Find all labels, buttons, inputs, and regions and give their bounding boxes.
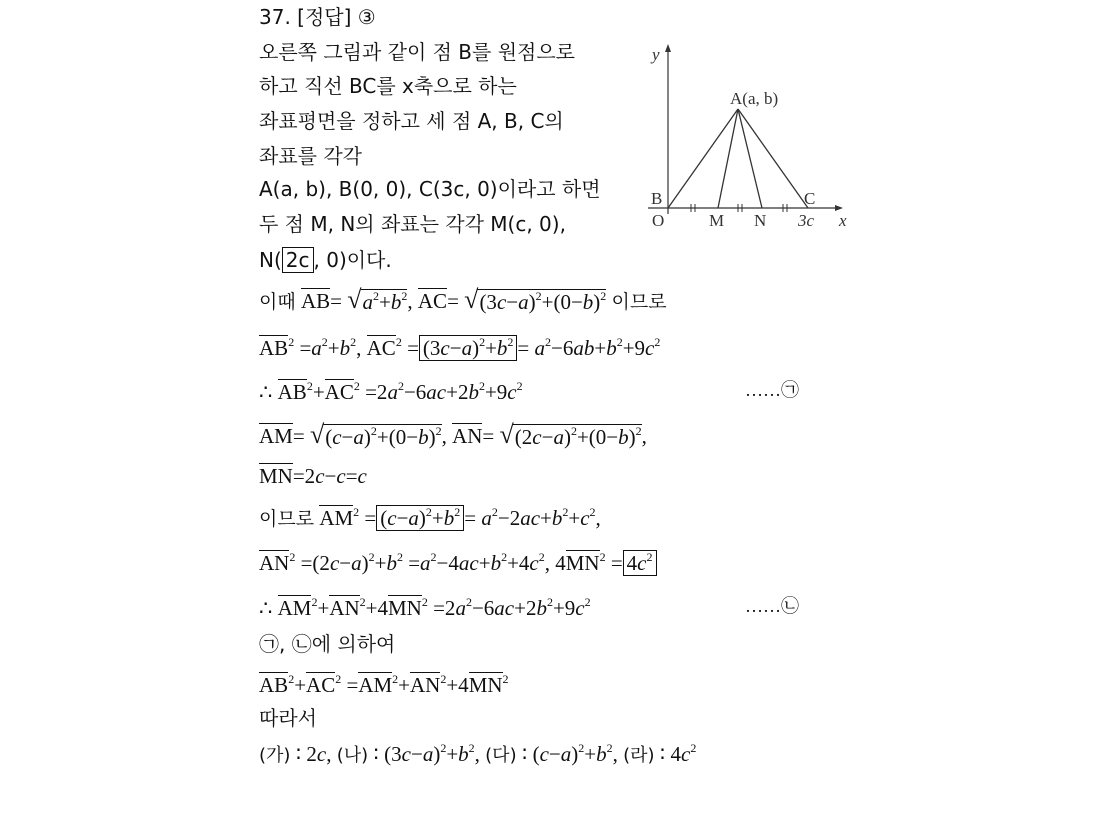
formula-line-8: ∴ $AM^2+AN^2+4MN^2 =2a^2-6ac+2b^2+9c^2$: [259, 595, 591, 620]
blank-da-box: $(c-a)^2+b^2$: [376, 505, 464, 531]
formula-line-2: $AB^2 =a^2+b^2$, $AC^2 = (3c-a)^2+b^2 = a^2-6ab+b^2+9c^2$: [259, 335, 661, 360]
formula-line-1: 이때 AB= √ $a^2+b^2$ , AC= √ $(3c-a)^2+(0-b)^2$ 이므로: [259, 285, 667, 314]
formula-line-5: MN=2c−c=c: [259, 464, 367, 488]
blank-na-box: $(3c-a)^2+b^2$: [419, 335, 518, 361]
formula-line-6: 이므로 $AM^2 = (c-a)^2+b^2 = a^2-2ac+b^2+c^2$,: [259, 505, 601, 530]
point-n-label: N: [754, 211, 767, 230]
formula-line-3: ∴ $AB^2+AC^2 =2a^2-6ac+2b^2+9c^2$: [259, 379, 523, 404]
answer-label: [정답]: [297, 5, 352, 29]
coords-line: A(a, b), B(0, 0), C(3c, 0)이라고 하면: [259, 177, 601, 201]
formula-line-7: $AN^2 =(2c-a)^2+b^2 =a^2-4ac+b^2+4c^2$, $4MN^2 = 4c^2$: [259, 550, 657, 576]
x-label: x: [839, 211, 847, 230]
problem-number: 37.: [259, 5, 291, 29]
y-label: y: [652, 45, 660, 64]
conclusion-label: 따라서: [259, 706, 317, 730]
intro-line-4: 좌표를 각각: [259, 144, 362, 168]
blank-ga-box: 2c: [282, 247, 314, 273]
n-line: N( 2c , 0)이다.: [259, 248, 392, 272]
reference-line: ㉠, ㉡에 의하여: [259, 632, 396, 656]
problem-heading: [259, 4, 376, 30]
answer-value: ③: [357, 5, 376, 29]
mn-line: 두 점 M, N의 좌표는 각각 M(c, 0),: [259, 212, 566, 236]
point-a-label: A(a, b): [730, 89, 779, 108]
answer-line: (가) ∶ 2c, (나) ∶ $(3c-a)^2+b^2$, (다) ∶ $(c-a)^2+b^2$, (라) ∶ $4c^2$: [259, 741, 697, 766]
equation-marker-1: ……㉠: [745, 380, 799, 400]
intro-line-2: 하고 직선 BC를 x축으로 하는: [259, 74, 517, 98]
point-c-label: C: [804, 189, 816, 208]
segment-ac: [738, 109, 808, 208]
y-axis-arrow: [665, 44, 671, 52]
point-m-label: M: [709, 211, 725, 230]
intro-line-1: 오른쪽 그림과 같이 점 B를 원점으로: [259, 40, 575, 64]
formula-line-4: AM= √ $(c-a)^2+(0-b)^2$ , AN= √ $(2c-a)^2+(0-b)^2$ ,: [259, 420, 647, 449]
blank-ra-box: $4c^2$: [623, 550, 657, 576]
formula-line-9: $AB^2+AC^2 =AM^2+AN^2+4MN^2$: [259, 672, 509, 697]
intro-line-3: 좌표평면을 정하고 세 점 A, B, C의: [259, 109, 564, 133]
segment-an: [738, 109, 762, 208]
coordinate-diagram: [638, 38, 858, 238]
point-b-label: B: [651, 189, 663, 208]
tick-3c-label: 3c: [798, 211, 815, 230]
equation-marker-2: ……㉡: [745, 596, 799, 616]
origin-label: O: [652, 211, 665, 230]
